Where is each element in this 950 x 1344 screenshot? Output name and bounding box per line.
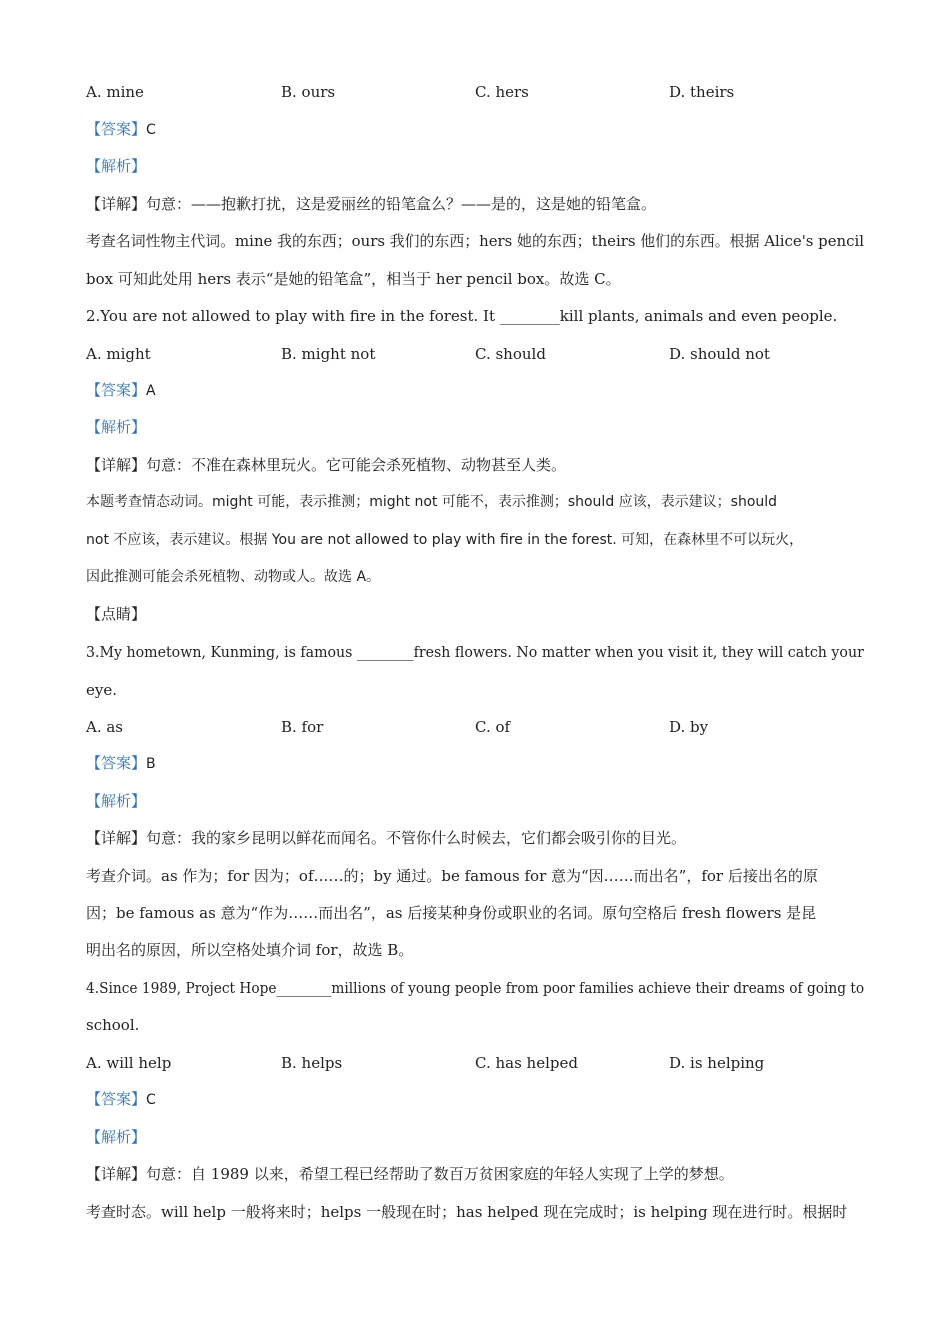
detail-label: 【详解】: [86, 456, 147, 474]
q3-analysis-label: 【解析】: [86, 792, 147, 810]
q2-option-a: A. might: [86, 345, 151, 363]
q1-explain-line: 考查名词性物主代词。mine 我的东西；ours 我们的东西；hers 她的东西；theirs 他们的东西。根据 Alice's pencil: [86, 232, 865, 250]
q2-explain-line: 本题考查情态动词。might 可能，表示推测；might not 可能不，表示推测；should 应该，表示建议；should: [86, 494, 778, 510]
q1-option-b: B. ours: [281, 83, 336, 101]
q2-stem: 2.You are not allowed to play with fire in the forest. It ________kill plants, animals and even people.: [86, 307, 838, 325]
detail-label: 【详解】: [86, 195, 147, 213]
q3-explain-line: 因；be famous as 意为“作为……而出名”，as 后接某种身份或职业的名词。原句空格后 fresh flowers 是昆: [86, 904, 817, 922]
q4-option-d: D. is helping: [669, 1054, 765, 1072]
answer-label: 【答案】: [86, 754, 147, 772]
q1-option-c: C. hers: [475, 83, 529, 101]
q4-stem-line: school.: [86, 1016, 140, 1034]
q3-stem-line: eye.: [86, 681, 117, 699]
q4-stem-line: 4.Since 1989, Project Hope________millions of young people from poor families achieve their dreams of going to: [86, 979, 865, 997]
answer-label: 【答案】: [86, 120, 147, 138]
detail-text: 句意：——抱歉打扰，这是爱丽丝的铅笔盒么？——是的，这是她的铅笔盒。: [146, 195, 657, 213]
detail-text: 句意：自 1989 以来，希望工程已经帮助了数百万贫困家庭的年轻人实现了上学的梦想。: [146, 1165, 734, 1183]
answer-label: 【答案】: [86, 381, 147, 399]
q2-option-b: B. might not: [281, 345, 376, 363]
q4-detail: [86, 1164, 734, 1184]
answer-value: C: [146, 1092, 156, 1108]
q3-detail: [86, 828, 686, 848]
q2-tip-label: 【点睛】: [86, 605, 147, 623]
detail-label: 【详解】: [86, 829, 147, 847]
q2-explain-line: not 不应该，表示建议。根据 You are not allowed to play with fire in the forest. 可知，在森林里不可以玩火，: [86, 532, 804, 548]
q3-explain-line: 考查介词。as 作为；for 因为；of……的；by 通过。be famous for 意为“因……而出名”，for 后接出名的原: [86, 867, 818, 885]
answer-value: B: [146, 756, 156, 772]
q4-option-c: C. has helped: [475, 1054, 578, 1072]
q2-detail: [86, 455, 566, 475]
answer-value: C: [146, 122, 156, 138]
detail-text: 句意：不准在森林里玩火。它可能会杀死植物、动物甚至人类。: [146, 456, 567, 474]
detail-label: 【详解】: [86, 1165, 147, 1183]
q4-analysis-label: 【解析】: [86, 1128, 147, 1146]
q1-analysis-label: 【解析】: [86, 157, 147, 175]
q1-option-d: D. theirs: [669, 83, 735, 101]
q1-option-a: A. mine: [86, 83, 144, 101]
q4-answer: [86, 1089, 156, 1110]
q3-answer: [86, 753, 156, 774]
q3-explain-line: 明出名的原因，所以空格处填介词 for，故选 B。: [86, 941, 414, 959]
q4-explain-line: 考查时态。will help 一般将来时；helps 一般现在时；has helped 现在完成时；is helping 现在进行时。根据时: [86, 1203, 848, 1221]
q4-option-b: B. helps: [281, 1054, 343, 1072]
detail-text: 句意：我的家乡昆明以鲜花而闻名。不管你什么时候去，它们都会吸引你的目光。: [146, 829, 687, 847]
q3-option-b: B. for: [281, 718, 324, 736]
q3-option-d: D. by: [669, 718, 709, 736]
answer-label: 【答案】: [86, 1090, 147, 1108]
q2-option-c: C. should: [475, 345, 546, 363]
q2-answer: [86, 380, 156, 401]
q1-detail: [86, 194, 656, 214]
q3-option-a: A. as: [86, 718, 124, 736]
q2-option-d: D. should not: [669, 345, 770, 363]
answer-value: A: [146, 383, 156, 399]
q3-stem-line: 3.My hometown, Kunming, is famous ________fresh flowers. No matter when you visit it, they will catch your: [86, 643, 864, 661]
q2-analysis-label: 【解析】: [86, 418, 147, 436]
q1-answer: [86, 119, 156, 140]
q3-option-c: C. of: [475, 718, 511, 736]
q4-option-a: A. will help: [86, 1054, 172, 1072]
q1-explain-line: box 可知此处用 hers 表示“是她的铅笔盒”，相当于 her pencil box。故选 C。: [86, 270, 621, 288]
q2-explain-line: 因此推测可能会杀死植物、动物或人。故选 A。: [86, 569, 381, 585]
